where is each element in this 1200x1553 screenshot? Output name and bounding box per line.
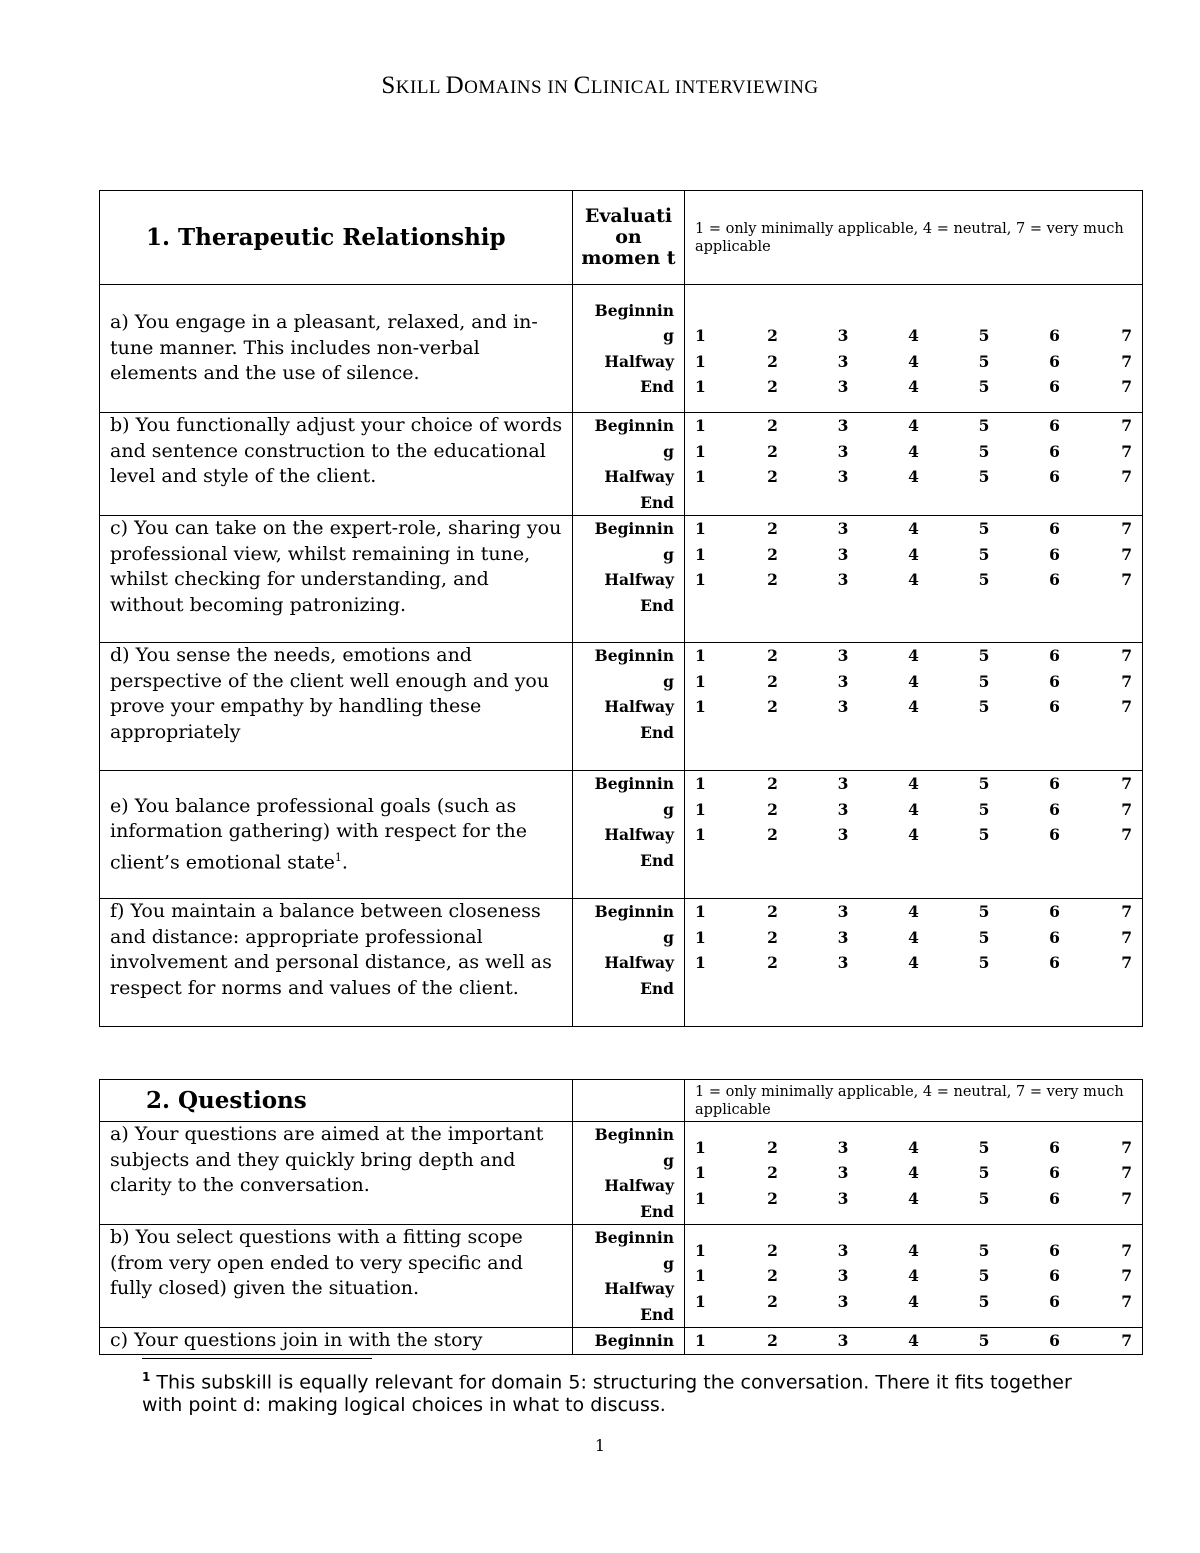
scale-value[interactable]: 1 xyxy=(695,544,706,564)
table-row xyxy=(100,285,1143,413)
scale-value[interactable]: 7 xyxy=(1121,697,1132,716)
scale-value[interactable]: 4 xyxy=(908,799,919,819)
rating-scale xyxy=(685,771,1142,848)
scale-value[interactable]: 5 xyxy=(978,1331,990,1350)
scale-value[interactable]: 3 xyxy=(837,1291,849,1311)
scale-row xyxy=(695,771,1132,797)
scale-value[interactable]: 7 xyxy=(1121,441,1132,461)
rating-scale xyxy=(685,899,1142,976)
scale-value[interactable]: 6 xyxy=(1049,799,1060,819)
scale-value[interactable]: 3 xyxy=(837,953,849,972)
scale-value[interactable]: 7 xyxy=(1121,646,1132,665)
scale-value[interactable]: 7 xyxy=(1121,467,1132,486)
scale-value[interactable]: 5 xyxy=(978,646,990,665)
scale-value[interactable]: 7 xyxy=(1121,774,1132,793)
scale-value[interactable]: 4 xyxy=(908,902,919,921)
scale-value[interactable]: 5 xyxy=(978,416,990,435)
scale-value[interactable]: 2 xyxy=(767,1331,778,1350)
scale-value[interactable]: 7 xyxy=(1121,1188,1132,1208)
scale-value[interactable]: 2 xyxy=(767,351,778,371)
scale-value[interactable]: 6 xyxy=(1049,697,1060,716)
scale-row xyxy=(695,694,1132,720)
page-title: SKILL DOMAINS IN CLINICAL INTERVIEWING xyxy=(381,72,819,99)
therapeutic-relationship-table xyxy=(99,190,1143,1027)
scale-value[interactable]: 3 xyxy=(837,416,849,435)
skill-description: e) You balance professional goals (such as information gathering) with respect for the client’s emotional state$^1$. xyxy=(110,794,528,873)
scale-value[interactable]: 6 xyxy=(1049,671,1060,691)
scale-value[interactable]: 3 xyxy=(837,1240,849,1260)
scale-value[interactable]: 6 xyxy=(1049,416,1060,435)
scale-row xyxy=(695,349,1132,375)
scale-value[interactable]: 1 xyxy=(695,351,706,371)
scale-value[interactable]: 4 xyxy=(908,1163,919,1183)
scale-value[interactable]: 7 xyxy=(1121,377,1132,396)
evaluation-moments: Beginnin g Halfway End xyxy=(594,300,674,396)
scale-value[interactable]: 4 xyxy=(908,544,919,564)
scale-value[interactable]: 6 xyxy=(1049,774,1060,793)
scale-value[interactable]: 4 xyxy=(908,1266,919,1286)
scale-value[interactable]: 4 xyxy=(908,377,919,396)
rating-scale xyxy=(685,1238,1142,1315)
scale-value[interactable]: 3 xyxy=(837,519,849,538)
scale-value[interactable]: 3 xyxy=(837,1137,849,1157)
scale-value[interactable]: 6 xyxy=(1049,825,1060,844)
scale-value[interactable]: 6 xyxy=(1049,1188,1060,1208)
scale-value[interactable]: 1 xyxy=(695,646,706,665)
scale-value[interactable]: 3 xyxy=(837,544,849,564)
skill-description: d) You sense the needs, emotions and perspective of the client well enough and you prove your empathy by handling these appropriately xyxy=(110,644,550,743)
scale-value[interactable]: 3 xyxy=(837,774,849,793)
scale-row xyxy=(695,950,1132,976)
scale-value[interactable]: 1 xyxy=(695,1240,706,1260)
scale-value[interactable]: 7 xyxy=(1121,1240,1132,1260)
scale-value[interactable]: 5 xyxy=(978,774,990,793)
evaluation-moments: Beginnin g Halfway End xyxy=(594,416,674,512)
scale-value[interactable]: 1 xyxy=(695,671,706,691)
evaluation-moments: Beginnin g Halfway End xyxy=(594,1125,674,1221)
scale-value[interactable]: 4 xyxy=(908,774,919,793)
footnote-separator xyxy=(142,1358,372,1359)
scale-value[interactable]: 2 xyxy=(767,544,778,564)
rating-scale xyxy=(685,643,1142,720)
scale-value[interactable]: 3 xyxy=(837,326,849,345)
scale-value[interactable]: 5 xyxy=(978,570,990,589)
scale-value[interactable]: 1 xyxy=(695,953,706,972)
scale-row xyxy=(695,1263,1132,1289)
table-row xyxy=(100,516,1143,643)
skill-description: c) You can take on the expert-role, sharing you professional view, whilst remaining in tune, whilst checking for understanding, and without becoming patronizing. xyxy=(110,517,562,616)
scale-value[interactable]: 2 xyxy=(767,1266,778,1286)
scale-value[interactable]: 6 xyxy=(1049,1163,1060,1183)
scale-value[interactable]: 2 xyxy=(767,570,778,589)
scale-value[interactable]: 7 xyxy=(1121,1163,1132,1183)
scale-value[interactable]: 1 xyxy=(695,519,706,538)
scale-value[interactable]: 4 xyxy=(908,1188,919,1208)
scale-value[interactable]: 4 xyxy=(908,519,919,538)
scale-value[interactable]: 2 xyxy=(767,799,778,819)
scale-value[interactable]: 2 xyxy=(767,902,778,921)
evaluation-moments: Beginnin g Halfway End xyxy=(594,774,674,870)
scale-row xyxy=(695,925,1132,951)
scale-value[interactable]: 5 xyxy=(978,544,990,564)
table-row xyxy=(100,1225,1143,1328)
scale-value[interactable]: 5 xyxy=(978,799,990,819)
scale-value[interactable]: 5 xyxy=(978,519,990,538)
skill-description: c) Your questions join in with the story xyxy=(110,1329,483,1351)
scale-value[interactable]: 6 xyxy=(1049,1137,1060,1157)
scale-value[interactable]: 2 xyxy=(767,927,778,947)
scale-value[interactable]: 7 xyxy=(1121,671,1132,691)
scale-value[interactable]: 7 xyxy=(1121,326,1132,345)
scale-value[interactable]: 7 xyxy=(1121,927,1132,947)
section-heading: 2. Questions xyxy=(146,1087,307,1114)
scale-value[interactable]: 2 xyxy=(767,953,778,972)
scale-value[interactable]: 6 xyxy=(1049,1240,1060,1260)
scale-row xyxy=(695,567,1132,593)
scale-value[interactable]: 2 xyxy=(767,326,778,345)
scale-legend: 1 = only minimally applicable, 4 = neutral, 7 = very much applicable xyxy=(695,220,1124,255)
scale-value[interactable]: 1 xyxy=(695,326,706,345)
scale-row xyxy=(695,1160,1132,1186)
scale-value[interactable]: 6 xyxy=(1049,351,1060,371)
section-heading: 1. Therapeutic Relationship xyxy=(146,224,506,251)
evaluation-moments: Beginnin g Halfway End xyxy=(594,1228,674,1324)
scale-value[interactable]: 1 xyxy=(695,1291,706,1311)
scale-value[interactable]: 7 xyxy=(1121,1137,1132,1157)
scale-value[interactable]: 1 xyxy=(695,441,706,461)
scale-value[interactable]: 4 xyxy=(908,351,919,371)
skill-description: f) You maintain a balance between closeness and distance: appropriate professional involvement and personal distance, as well as respect for norms and values of the client. xyxy=(110,900,552,999)
scale-value[interactable]: 5 xyxy=(978,467,990,486)
scale-row xyxy=(695,1238,1132,1264)
scale-row xyxy=(695,374,1132,400)
scale-value[interactable]: 3 xyxy=(837,799,849,819)
scale-value[interactable]: 6 xyxy=(1049,377,1060,396)
scale-value[interactable]: 4 xyxy=(908,441,919,461)
scale-value[interactable]: 6 xyxy=(1049,953,1060,972)
table-row xyxy=(100,771,1143,899)
scale-row xyxy=(695,413,1132,439)
scale-value[interactable]: 3 xyxy=(837,377,849,396)
scale-value[interactable]: 1 xyxy=(695,570,706,589)
scale-value[interactable]: 6 xyxy=(1049,467,1060,486)
questions-table xyxy=(99,1079,1143,1355)
scale-value[interactable]: 2 xyxy=(767,377,778,396)
scale-value[interactable]: 7 xyxy=(1121,570,1132,589)
scale-value[interactable]: 6 xyxy=(1049,902,1060,921)
scale-value[interactable]: 1 xyxy=(695,377,706,396)
scale-legend: 1 = only minimally applicable, 4 = neutral, 7 = very much applicable xyxy=(695,1083,1124,1118)
scale-value[interactable]: 5 xyxy=(978,1266,990,1286)
scale-value[interactable]: 2 xyxy=(767,1188,778,1208)
scale-value[interactable]: 3 xyxy=(837,825,849,844)
scale-value[interactable]: 3 xyxy=(837,927,849,947)
scale-row xyxy=(695,516,1132,542)
scale-value[interactable]: 7 xyxy=(1121,1266,1132,1286)
table-row xyxy=(100,1328,1143,1355)
scale-value[interactable]: 4 xyxy=(908,416,919,435)
scale-value[interactable]: 3 xyxy=(837,1163,849,1183)
scale-value[interactable]: 7 xyxy=(1121,1291,1132,1311)
scale-value[interactable]: 1 xyxy=(695,1331,706,1350)
rating-scale xyxy=(685,1328,1142,1354)
scale-value[interactable]: 4 xyxy=(908,326,919,345)
scale-value[interactable]: 7 xyxy=(1121,544,1132,564)
table-row xyxy=(100,1122,1143,1225)
scale-value[interactable]: 2 xyxy=(767,1137,778,1157)
table-row xyxy=(100,413,1143,516)
scale-row xyxy=(695,1328,1132,1354)
scale-value[interactable]: 3 xyxy=(837,902,849,921)
skill-description: b) You functionally adjust your choice of words and sentence construction to the educational level and style of the client. xyxy=(110,414,563,487)
scale-value[interactable]: 2 xyxy=(767,416,778,435)
scale-value[interactable]: 6 xyxy=(1049,646,1060,665)
scale-value[interactable]: 7 xyxy=(1121,351,1132,371)
scale-value[interactable]: 1 xyxy=(695,927,706,947)
scale-value[interactable]: 5 xyxy=(978,1137,990,1157)
scale-value[interactable]: 7 xyxy=(1121,1331,1132,1350)
scale-value[interactable]: 3 xyxy=(837,1188,849,1208)
scale-value[interactable]: 5 xyxy=(978,351,990,371)
scale-value[interactable]: 7 xyxy=(1121,953,1132,972)
scale-value[interactable]: 6 xyxy=(1049,1266,1060,1286)
page-number: 1 xyxy=(594,1436,606,1455)
scale-value[interactable]: 4 xyxy=(908,927,919,947)
scale-value[interactable]: 2 xyxy=(767,697,778,716)
scale-row xyxy=(695,899,1132,925)
scale-value[interactable]: 2 xyxy=(767,1291,778,1311)
scale-row xyxy=(695,1135,1132,1161)
scale-value[interactable]: 5 xyxy=(978,441,990,461)
scale-value[interactable]: 4 xyxy=(908,646,919,665)
scale-value[interactable]: 4 xyxy=(908,671,919,691)
scale-row xyxy=(695,1186,1132,1212)
scale-value[interactable]: 6 xyxy=(1049,1291,1060,1311)
skill-description: b) You select questions with a fitting scope (from very open ended to very specific and fully closed) given the situation. xyxy=(110,1226,523,1299)
scale-row xyxy=(695,797,1132,823)
scale-value[interactable]: 3 xyxy=(837,646,849,665)
scale-row xyxy=(695,643,1132,669)
table-row xyxy=(100,899,1143,1027)
scale-value[interactable]: 1 xyxy=(695,1188,706,1208)
scale-value[interactable]: 4 xyxy=(908,467,919,486)
scale-value[interactable]: 1 xyxy=(695,697,706,716)
scale-value[interactable]: 7 xyxy=(1121,416,1132,435)
scale-value[interactable]: 6 xyxy=(1049,570,1060,589)
scale-value[interactable]: 2 xyxy=(767,1163,778,1183)
scale-value[interactable]: 1 xyxy=(695,416,706,435)
scale-row xyxy=(695,669,1132,695)
scale-value[interactable]: 1 xyxy=(695,1266,706,1286)
scale-value[interactable]: 5 xyxy=(978,902,990,921)
scale-value[interactable]: 1 xyxy=(695,1163,706,1183)
scale-value[interactable]: 7 xyxy=(1121,825,1132,844)
scale-row xyxy=(695,822,1132,848)
rating-scale xyxy=(685,298,1142,400)
scale-value[interactable]: 2 xyxy=(767,825,778,844)
scale-value[interactable]: 7 xyxy=(1121,519,1132,538)
scale-value[interactable]: 4 xyxy=(908,697,919,716)
scale-value[interactable]: 3 xyxy=(837,671,849,691)
scale-value[interactable]: 3 xyxy=(837,1331,849,1350)
scale-value[interactable]: 5 xyxy=(978,1188,990,1208)
scale-value[interactable]: 5 xyxy=(978,1291,990,1311)
scale-value[interactable]: 2 xyxy=(767,1240,778,1260)
skill-description: a) Your questions are aimed at the important subjects and they quickly bring depth and clarity to the conversation. xyxy=(110,1123,544,1196)
scale-value[interactable]: 7 xyxy=(1121,902,1132,921)
evaluation-moments: Beginnin g Halfway End xyxy=(594,902,674,998)
evaluation-moment-header: Evaluati on momen t xyxy=(581,205,676,269)
scale-value[interactable]: 5 xyxy=(978,825,990,844)
scale-value[interactable]: 5 xyxy=(978,377,990,396)
scale-value[interactable]: 2 xyxy=(767,519,778,538)
scale-value[interactable]: 6 xyxy=(1049,544,1060,564)
scale-value[interactable]: 4 xyxy=(908,953,919,972)
scale-value[interactable]: 4 xyxy=(908,1331,919,1350)
scale-value[interactable]: 3 xyxy=(837,467,849,486)
scale-value[interactable]: 4 xyxy=(908,1137,919,1157)
scale-value[interactable]: 4 xyxy=(908,825,919,844)
scale-value[interactable]: 3 xyxy=(837,351,849,371)
scale-value[interactable]: 1 xyxy=(695,1137,706,1157)
scale-value[interactable]: 1 xyxy=(695,774,706,793)
table-row xyxy=(100,643,1143,771)
scale-value[interactable]: 3 xyxy=(837,1266,849,1286)
scale-value[interactable]: 1 xyxy=(695,467,706,486)
scale-value[interactable]: 1 xyxy=(695,799,706,819)
rating-scale xyxy=(685,516,1142,593)
scale-value[interactable]: 6 xyxy=(1049,326,1060,345)
scale-value[interactable]: 5 xyxy=(978,671,990,691)
evaluation-moments: Beginnin g Halfway End xyxy=(594,519,674,615)
scale-value[interactable]: 3 xyxy=(837,570,849,589)
scale-row xyxy=(695,464,1132,490)
scale-value[interactable]: 6 xyxy=(1049,519,1060,538)
scale-value[interactable]: 5 xyxy=(978,697,990,716)
scale-value[interactable]: 5 xyxy=(978,953,990,972)
scale-value[interactable]: 6 xyxy=(1049,927,1060,947)
scale-row xyxy=(695,323,1132,349)
scale-value[interactable]: 4 xyxy=(908,1240,919,1260)
evaluation-moments: Beginnin xyxy=(594,1331,674,1350)
scale-value[interactable]: 5 xyxy=(978,1163,990,1183)
scale-value[interactable]: 4 xyxy=(908,570,919,589)
scale-value[interactable]: 6 xyxy=(1049,1331,1060,1350)
scale-value[interactable]: 7 xyxy=(1121,799,1132,819)
rating-scale xyxy=(685,413,1142,490)
scale-value[interactable]: 2 xyxy=(767,774,778,793)
scale-row xyxy=(695,1289,1132,1315)
scale-value[interactable]: 2 xyxy=(767,467,778,486)
scale-value[interactable]: 1 xyxy=(695,902,706,921)
scale-value[interactable]: 2 xyxy=(767,671,778,691)
scale-value[interactable]: 3 xyxy=(837,697,849,716)
skill-description: a) You engage in a pleasant, relaxed, and in-tune manner. This includes non-verbal elements and the use of silence. xyxy=(110,311,538,385)
scale-value[interactable]: 2 xyxy=(767,441,778,461)
scale-value[interactable]: 4 xyxy=(908,1291,919,1311)
scale-row xyxy=(695,439,1132,465)
evaluation-moments: Beginnin g Halfway End xyxy=(594,646,674,742)
scale-value[interactable]: 5 xyxy=(978,927,990,947)
scale-value[interactable]: 6 xyxy=(1049,441,1060,461)
scale-value[interactable]: 3 xyxy=(837,441,849,461)
scale-value[interactable]: 2 xyxy=(767,646,778,665)
scale-value[interactable]: 5 xyxy=(978,326,990,345)
scale-row xyxy=(695,542,1132,568)
rating-scale xyxy=(685,1135,1142,1212)
scale-value[interactable]: 1 xyxy=(695,825,706,844)
footnote: $^1$ This subskill is equally relevant for domain 5: structuring the conversation. There it fits together with point d: making logical choices in what to discuss. xyxy=(142,1370,1072,1417)
scale-value[interactable]: 5 xyxy=(978,1240,990,1260)
